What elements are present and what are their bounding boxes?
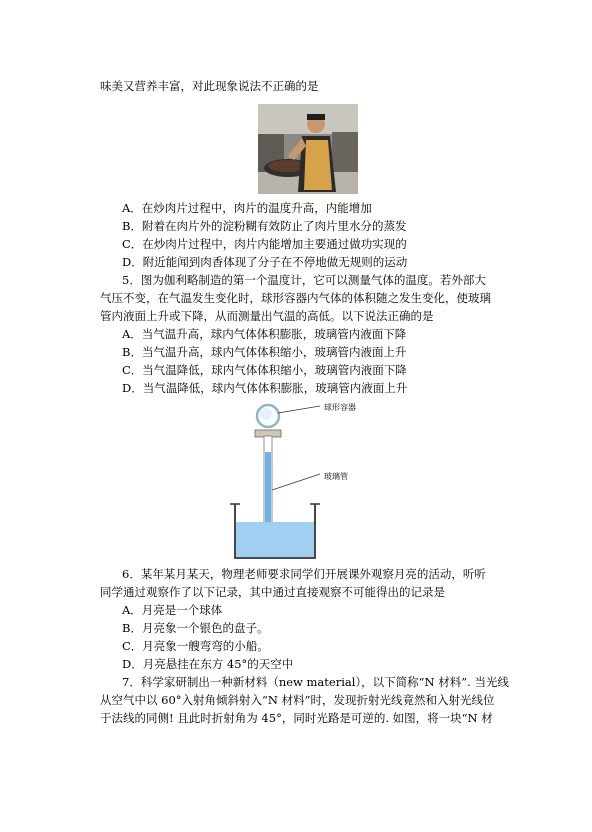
q5-option-d: D．当气温降低，球内气体体积膨胀，玻璃管内液面上升 [122, 381, 408, 395]
q4-option-b: B．附着在肉片外的淀粉糊有效防止了肉片里水分的蒸发 [122, 219, 407, 233]
q6-option-d: D．月亮悬挂在东方 45°的天空中 [122, 657, 294, 671]
q6-stem-line-2: 同学通过观察作了以下记录，其中通过直接观察不可能得出的记录是 [100, 585, 445, 599]
q5-stem-line-2: 气压不变，在气温发生变化时，球形容器内气体的体积随之发生变化，使玻璃 [100, 291, 491, 305]
q4-option-d: D．附近能闻到肉香体现了分子在不停地做无规则的运动 [122, 255, 408, 269]
q6-option-b: B．月亮象一个银色的盘子。 [122, 621, 269, 635]
q4-option-c: C．在炒肉片过程中，肉片内能增加主要通过做功实现的 [122, 237, 407, 251]
bulb-label: 球形容器 [324, 403, 356, 412]
q5-option-b: B．当气温升高，球内气体体积缩小，玻璃管内液面上升 [122, 345, 407, 359]
q6-stem-line-1: 6．某年某月某天，物理老师要求同学们开展课外观察月亮的活动，听听 [122, 567, 486, 581]
q4-option-a: A．在炒肉片过程中，肉片的温度升高，内能增加 [122, 201, 372, 215]
tube-label: 玻璃管 [324, 472, 348, 481]
thermometer-figure [220, 400, 390, 560]
q7-stem-line-3: 于法线的同侧! 且此时折射角为 45°，同时光路是可逆的. 如图，将一块“N 材 [100, 711, 493, 725]
q5-stem-line-3: 管内液面上升或下降，从而测量出气温的高低。以下说法正确的是 [100, 309, 434, 323]
q5-option-a: A．当气温升高，球内气体体积膨胀，玻璃管内液面下降 [122, 327, 407, 341]
cooking-photo [258, 104, 358, 194]
q5-option-c: C．当气温降低，球内气体体积缩小，玻璃管内液面下降 [122, 363, 407, 377]
q7-stem-line-2: 从空气中以 60°入射角倾斜射入“N 材料”时，发现折射光线竟然和入射光线位 [100, 693, 495, 707]
question-4-stem-end: 味美又营养丰富，对此现象说法不正确的是 [100, 79, 319, 93]
q7-stem-line-1: 7．科学家研制出一种新材料（new material），以下简称“N 材料”. 当光线 [122, 675, 509, 689]
q5-stem-line-1: 5．图为伽利略制造的第一个温度计，它可以测量气体的温度。若外部大 [122, 273, 486, 287]
q6-option-a: A．月亮是一个球体 [122, 603, 223, 617]
q6-option-c: C．月亮象一艘弯弯的小船。 [122, 639, 269, 653]
